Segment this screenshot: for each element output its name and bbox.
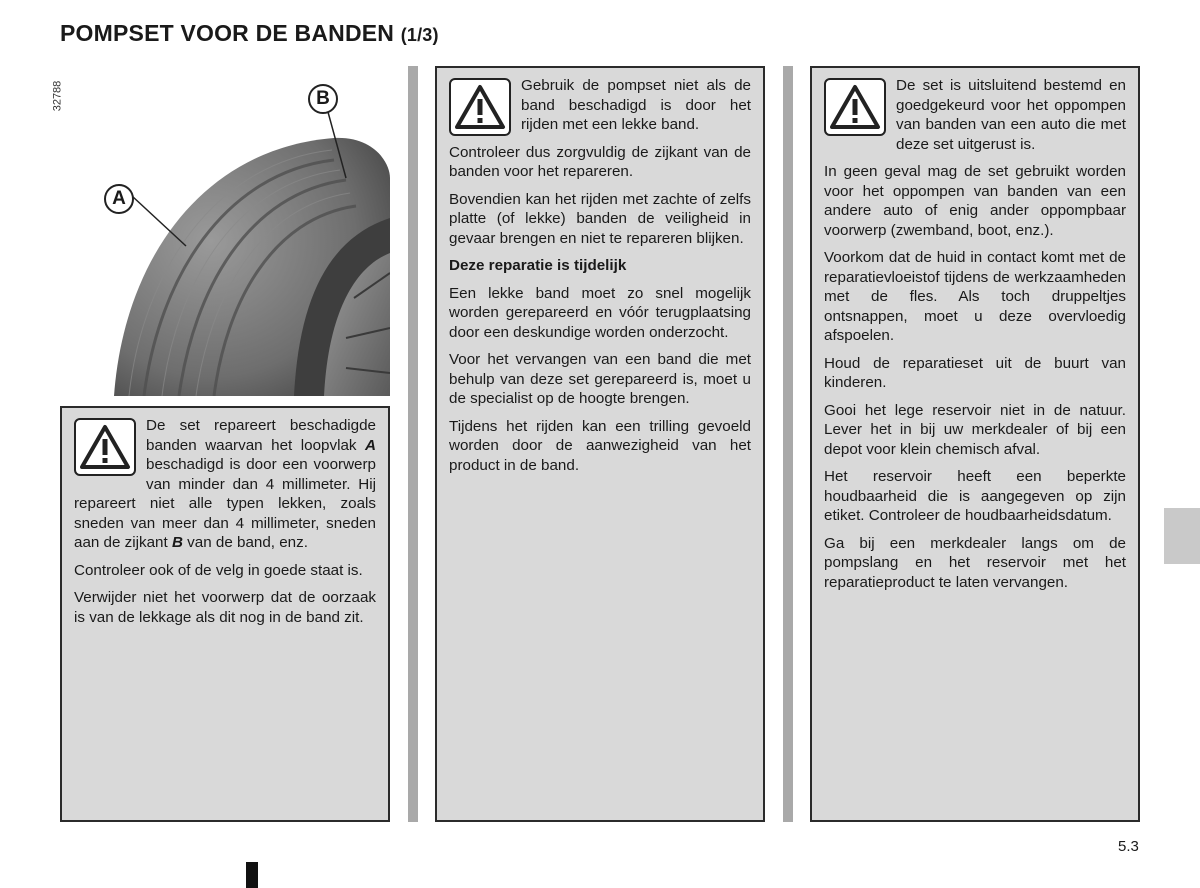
warning-box-damaged-tyre [435,66,765,822]
paragraph: Houd de reparatieset uit de buurt van kinderen. [824,354,1126,391]
warning-icon [824,78,886,136]
warning-text-part: van de band, enz. [187,534,308,551]
paragraph: Voorkom dat de huid in contact komt met de reparatievloeistof tijdens de werkzaamheden met de fles. Als toch druppeltjes ontsnappen, moet u deze overvloedig afspoelen. [824,249,1126,344]
paragraph: Controleer dus zorgvuldig de zijkant van de banden voor het repareren. [449,143,751,180]
tyre-illustration [84,68,390,396]
paragraph: Ga bij een merkdealer langs om de pompslang en het reservoir met het reparatieproduct te laten vervangen. [824,534,1126,591]
paragraph: Voor het vervangen van een band die met behulp van deze set gerepareerd is, moet u de specialist op de hoogte brengen. [449,351,751,407]
figure-code [51,70,84,128]
paragraph: Bovendien kan het rijden met zachte of zelfs platte (of lekke) banden de veiligheid in gevaar brengen en niet te repareren blijken. [449,190,751,247]
paragraph: Een lekke band moet zo snel mogelijk worden gerepareerd en vóór terugplaatsing door een deskundige worden onderzocht. [449,284,751,341]
ref-a: A [365,436,376,454]
crop-mark [246,862,258,888]
warning-text-part: Hij repareert niet alle typen lekken, zoals sneden van meer dan 4 millimeter, sneden aan de zijkant [74,475,376,551]
title-text: POMPSET VOOR DE BANDEN [60,20,395,46]
paragraph: Tijdens het rijden kan een trilling gevoeld worden door de aanwezigheid van het product in de band. [449,417,751,474]
warning-box-usage [810,66,1140,822]
paragraph: Het reservoir heeft een beperkte houdbaarheid die is aangegeven op zijn etiket. Controleer de houdbaarheidsdatum. [824,468,1126,524]
column-separator [408,66,418,822]
column-separator [783,66,793,822]
warning-text: Gebruik de pompset niet als de band beschadigd is door het rijden met een lekke band. [521,77,751,133]
warning-icon [449,78,511,136]
title-part: (1/3) [400,25,439,45]
figure-code-text: 32788 [51,80,64,112]
paragraph: Controleer ook of de velg in goede staat is. [74,561,363,579]
callout-a: A [104,184,134,214]
ref-b: B [171,534,183,551]
page-title [60,20,439,47]
subheading: Deze reparatie is tijdelijk [449,257,627,274]
warning-icon [74,418,136,476]
paragraph: Verwijder niet het voorwerp dat de oorzaak is van de lekkage als dit nog in de band zit. [74,589,376,626]
paragraph: Gooi het lege reservoir niet in de natuur. Lever het in bij uw merkdealer of bij een depot voor klein chemisch afval. [824,401,1126,458]
warning-text: De set is uitsluitend bestemd en goedgekeurd voor het oppompen van banden van een auto die met deze set uitgerust is. [896,77,1126,153]
warning-box-repair-limits [60,406,390,822]
page-number: 5.3 [1118,838,1139,855]
warning-text-part: beschadigd is door een voorwerp van minder dan 4 millimeter. [146,456,376,493]
tyre-image [84,68,390,396]
chapter-tab [1164,508,1200,564]
callout-b: B [308,84,338,114]
warning-text-part: De set repareert beschadigde banden waarvan het loopvlak [146,417,376,454]
paragraph: In geen geval mag de set gebruikt worden voor het oppompen van banden van een andere auto of enig ander oppompbaar voorwerp (zwemband, boot, enz.). [824,163,1126,239]
